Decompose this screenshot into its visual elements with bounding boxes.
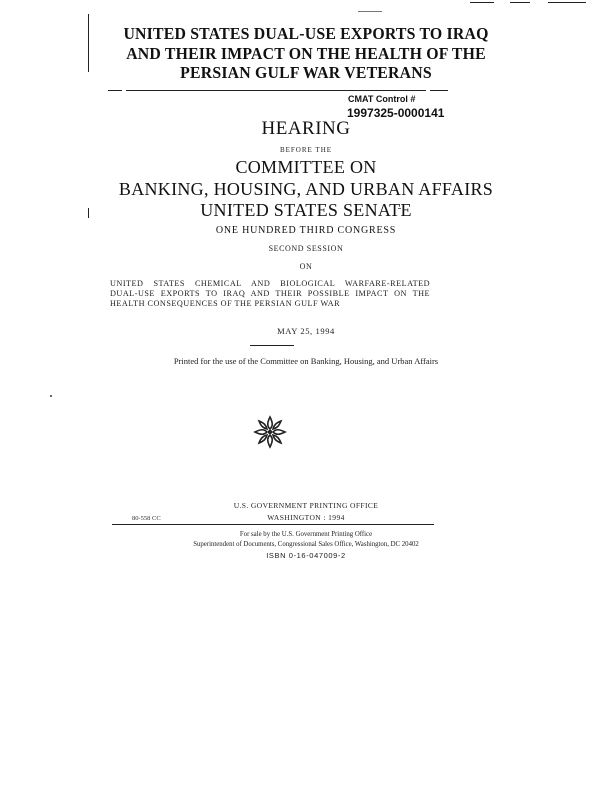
title-rule-left-short <box>108 90 122 91</box>
printed-for-note: Printed for the use of the Committee on Banking, Housing, and Urban Affairs <box>173 356 439 366</box>
printer-name: U.S. GOVERNMENT PRINTING OFFICE <box>233 501 379 510</box>
title-line-2: AND THEIR IMPACT ON THE HEALTH OF THE <box>126 44 486 63</box>
scan-mark-top-right-2 <box>510 2 530 3</box>
committee-line-2: BANKING, HOUSING, AND URBAN AFFAIRS <box>118 179 494 199</box>
subject-line-1: UNITED STATES CHEMICAL AND BIOLOGICAL WARFARE-RELATED <box>110 279 430 288</box>
title-rule-main <box>126 90 426 91</box>
imprint-rule <box>112 524 434 525</box>
isbn-number: ISBN 0-16-047009-2 <box>266 551 346 560</box>
title-line-1: UNITED STATES DUAL-USE EXPORTS TO IRAQ <box>123 24 489 43</box>
on-label: ON <box>299 262 313 271</box>
sale-line-1: For sale by the U.S. Government Printing Office <box>239 531 373 538</box>
subject-line-3: HEALTH CONSEQUENCES OF THE PERSIAN GULF WAR <box>110 299 341 308</box>
session-label: SECOND SESSION <box>268 244 344 253</box>
gpo-seal-icon <box>252 414 288 450</box>
scan-mark-top-center <box>358 11 382 12</box>
scan-mark-top-right-1 <box>470 2 494 3</box>
subject-line-2: DUAL-USE EXPORTS TO IRAQ AND THEIR POSSIBLE IMPACT ON THE <box>110 289 430 298</box>
congress-label: ONE HUNDRED THIRD CONGRESS <box>215 225 397 236</box>
committee-line-1: COMMITTEE ON <box>235 157 377 177</box>
committee-line-3: UNITED STATES SENATE <box>200 200 412 220</box>
sale-line-2: Superintendent of Documents, Congressional Sales Office, Washington, DC 20402 <box>193 541 419 548</box>
hearing-date: MAY 25, 1994 <box>277 326 335 336</box>
title-line-3: PERSIAN GULF WAR VETERANS <box>180 63 432 82</box>
scan-dot-left <box>50 395 52 397</box>
date-rule <box>250 345 294 346</box>
before-the-label: BEFORE THE <box>279 146 333 154</box>
scan-mark-top-right-3 <box>548 2 586 3</box>
place-year: WASHINGTON : 1994 <box>267 513 345 522</box>
cmat-control-number: 1997325-0000141 <box>347 106 445 120</box>
hearing-heading: HEARING <box>261 118 351 139</box>
title-rule-right-short <box>430 90 448 91</box>
cmat-control-label: CMAT Control # <box>348 94 416 104</box>
document-code: 80-558 CC <box>132 515 161 522</box>
